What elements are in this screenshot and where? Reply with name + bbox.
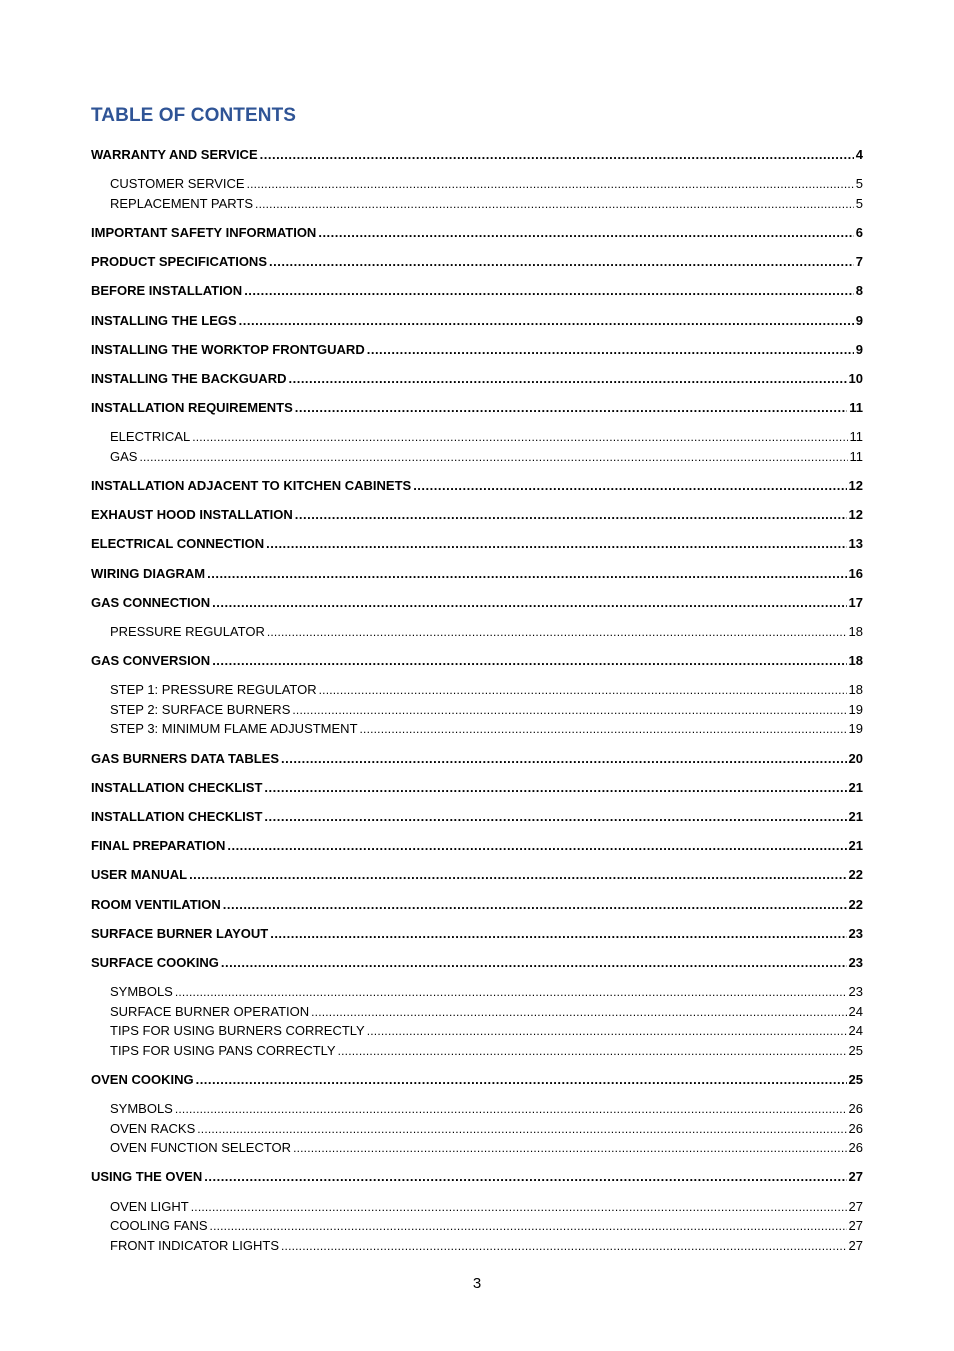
toc-subentry[interactable] — [110, 428, 863, 446]
toc-entry-label: FRONT INDICATOR LIGHTS — [110, 1237, 280, 1253]
toc-dot-leader — [139, 448, 847, 466]
toc-entry[interactable] — [91, 808, 863, 826]
toc-entry[interactable] — [91, 146, 863, 164]
toc-entry-label: INSTALLATION CHECKLIST — [91, 809, 263, 824]
toc-dot-leader — [175, 983, 847, 1001]
toc-entry-page: 21 — [848, 809, 863, 824]
toc-dot-leader — [239, 312, 854, 330]
toc-entry-page: 24 — [848, 1023, 863, 1039]
toc-entry-page: 18 — [848, 653, 863, 669]
toc-entry-page: 11 — [849, 400, 863, 416]
toc-entry-label: ROOM VENTILATION — [91, 896, 221, 912]
toc-entry-page: 21 — [848, 838, 863, 854]
toc-entry-label: TIPS FOR USING BURNERS CORRECTLY — [110, 1023, 365, 1039]
toc-subentry[interactable] — [110, 1022, 863, 1040]
toc-dot-leader — [247, 175, 854, 193]
toc-entry[interactable] — [91, 282, 863, 300]
toc-entry[interactable] — [91, 535, 863, 553]
toc-entry[interactable] — [91, 370, 863, 388]
toc-subentry[interactable] — [110, 175, 863, 193]
toc-entry-label: EXHAUST HOOD INSTALLATION — [91, 507, 293, 523]
toc-entry[interactable] — [91, 779, 863, 797]
toc-entry-label: SURFACE BURNER LAYOUT — [91, 925, 269, 941]
toc-entry-page: 26 — [848, 1120, 863, 1136]
toc-dot-leader — [260, 146, 854, 164]
toc-entry[interactable] — [91, 866, 863, 884]
toc-dot-leader — [175, 1100, 847, 1118]
toc-entry-page: 24 — [848, 1003, 863, 1019]
toc-entry[interactable] — [91, 506, 863, 524]
toc-dot-leader — [212, 594, 846, 612]
toc-subentry[interactable] — [110, 1120, 863, 1138]
toc-entry-page: 7 — [855, 254, 863, 270]
toc-dot-leader — [267, 623, 847, 641]
toc-dot-leader — [191, 1198, 847, 1216]
page-title: TABLE OF CONTENTS — [91, 105, 297, 126]
toc-entry-page: 23 — [848, 955, 863, 970]
toc-entry-label: SURFACE BURNER OPERATION — [110, 1003, 310, 1019]
toc-dot-leader — [204, 1168, 846, 1186]
toc-dot-leader — [270, 925, 846, 943]
toc-dot-leader — [269, 253, 854, 271]
toc-dot-leader — [293, 1139, 846, 1157]
toc-entry-page: 11 — [849, 429, 863, 445]
toc-entry-label: WIRING DIAGRAM — [91, 565, 206, 581]
toc-entry-label: GAS — [110, 448, 138, 464]
toc-dot-leader — [318, 224, 853, 242]
toc-entry-page: 8 — [855, 283, 863, 299]
toc-subentry[interactable] — [110, 1237, 863, 1255]
toc-entry[interactable] — [91, 341, 863, 359]
toc-subentry[interactable] — [110, 1100, 863, 1118]
toc-dot-leader — [319, 681, 847, 699]
toc-subentry[interactable] — [110, 701, 863, 719]
toc-entry-label: INSTALLING THE WORKTOP FRONTGUARD — [91, 341, 365, 357]
toc-dot-leader — [210, 1217, 847, 1235]
toc-dot-leader — [264, 808, 846, 826]
toc-entry-label: INSTALLATION CHECKLIST — [91, 779, 263, 795]
toc-entry-page: 16 — [848, 565, 863, 581]
toc-entry-label: GAS BURNERS DATA TABLES — [91, 750, 280, 766]
toc-entry-label: SYMBOLS — [110, 1101, 173, 1117]
toc-entry-page: 17 — [848, 594, 863, 610]
toc-entry-page: 13 — [848, 536, 863, 552]
toc-entry[interactable] — [91, 1168, 863, 1186]
toc-entry-label: INSTALLING THE LEGS — [91, 312, 237, 328]
toc-entry-page: 21 — [848, 779, 863, 795]
toc-subentry[interactable] — [110, 983, 863, 1001]
toc-dot-leader — [295, 399, 848, 417]
toc-entry-page: 12 — [848, 507, 863, 523]
toc-entry-page: 19 — [848, 701, 863, 717]
toc-entry-label: WARRANTY AND SERVICE — [91, 147, 258, 162]
toc-entry-label: PRODUCT SPECIFICATIONS — [91, 254, 267, 270]
toc-dot-leader — [413, 477, 846, 495]
toc-dot-leader — [367, 341, 854, 359]
toc-entry[interactable] — [91, 750, 863, 768]
toc-entry-page: 10 — [848, 370, 863, 386]
toc-entry-page: 19 — [848, 721, 863, 737]
toc-entry[interactable] — [91, 224, 863, 242]
toc-entry-label: SYMBOLS — [110, 984, 173, 1000]
toc-subentry[interactable] — [110, 623, 863, 641]
toc-entry-page: 5 — [855, 195, 863, 211]
toc-dot-leader — [288, 370, 846, 388]
toc-dot-leader — [281, 750, 847, 768]
toc-entry-label: USING THE OVEN — [91, 1169, 203, 1185]
toc-dot-leader — [338, 1042, 847, 1060]
toc-entry-label: PRESSURE REGULATOR — [110, 624, 265, 639]
toc-entry-page: 18 — [848, 624, 863, 639]
toc-entry-page: 12 — [848, 478, 863, 493]
toc-subentry[interactable] — [110, 195, 863, 213]
toc-entry-label: ELECTRICAL CONNECTION — [91, 536, 265, 552]
toc-subentry[interactable] — [110, 1003, 863, 1021]
toc-entry-label: GAS CONNECTION — [91, 594, 211, 610]
toc-entry-page: 26 — [848, 1140, 863, 1156]
toc-entry-page: 22 — [848, 867, 863, 883]
toc-entry-label: TIPS FOR USING PANS CORRECTLY — [110, 1042, 336, 1058]
toc-entry-page: 23 — [848, 925, 863, 941]
toc-dot-leader — [264, 779, 846, 797]
toc-entry[interactable] — [91, 954, 863, 972]
toc-entry[interactable] — [91, 594, 863, 612]
toc-dot-leader — [197, 1120, 846, 1138]
toc-entry-label: STEP 2: SURFACE BURNERS — [110, 701, 291, 717]
toc-entry-label: ELECTRICAL — [110, 429, 191, 445]
toc-entry-label: INSTALLATION ADJACENT TO KITCHEN CABINETS — [91, 478, 412, 493]
toc-entry-label: USER MANUAL — [91, 867, 188, 883]
toc-entry-page: 25 — [848, 1042, 863, 1058]
toc-entry-label: STEP 1: PRESSURE REGULATOR — [110, 682, 317, 698]
toc-entry-page: 11 — [849, 448, 863, 464]
toc-dot-leader — [207, 565, 846, 583]
toc-entry-label: FINAL PREPARATION — [91, 838, 226, 854]
toc-entry-page: 22 — [848, 896, 863, 912]
toc-entry-page: 27 — [848, 1218, 863, 1233]
toc-entry-page: 9 — [855, 341, 863, 357]
toc-subentry[interactable] — [110, 1139, 863, 1157]
toc-subentry[interactable] — [110, 448, 863, 466]
toc-entry-page: 20 — [848, 750, 863, 766]
toc-entry-label: SURFACE COOKING — [91, 955, 219, 970]
toc-entry-page: 18 — [848, 682, 863, 698]
toc-entry-page: 27 — [848, 1237, 863, 1253]
toc-dot-leader — [295, 506, 847, 524]
toc-entry-page: 25 — [848, 1071, 863, 1087]
toc-entry-page: 26 — [848, 1101, 863, 1117]
toc-dot-leader — [360, 720, 847, 738]
toc-entry-label: COOLING FANS — [110, 1218, 208, 1233]
toc-dot-leader — [189, 866, 846, 884]
toc-entry-page: 27 — [848, 1198, 863, 1214]
toc-entry-label: INSTALLING THE BACKGUARD — [91, 370, 287, 386]
toc-entry-label: STEP 3: MINIMUM FLAME ADJUSTMENT — [110, 721, 358, 737]
toc-dot-leader — [212, 652, 846, 670]
toc-entry-label: GAS CONVERSION — [91, 653, 211, 669]
toc-dot-leader — [227, 837, 846, 855]
toc-entry-page: 27 — [848, 1169, 863, 1185]
toc-entry-label: REPLACEMENT PARTS — [110, 195, 254, 211]
toc-dot-leader — [266, 535, 846, 553]
toc-entry-label: IMPORTANT SAFETY INFORMATION — [91, 224, 317, 240]
toc-dot-leader — [292, 701, 846, 719]
toc-entry-label: OVEN LIGHT — [110, 1198, 189, 1214]
toc-dot-leader — [244, 282, 854, 300]
toc-subentry[interactable] — [110, 720, 863, 738]
toc-entry[interactable] — [91, 652, 863, 670]
toc-entry[interactable] — [91, 399, 863, 417]
toc-entry[interactable] — [91, 896, 863, 914]
toc-dot-leader — [223, 896, 847, 914]
toc-entry-page: 9 — [855, 312, 863, 328]
toc-dot-leader — [281, 1237, 847, 1255]
toc-entry-label: OVEN COOKING — [91, 1071, 194, 1087]
toc-entry-page: 23 — [848, 984, 863, 1000]
toc-subentry[interactable] — [110, 681, 863, 699]
toc-entry[interactable] — [91, 1071, 863, 1089]
toc-subentry[interactable] — [110, 1042, 863, 1060]
toc-dot-leader — [196, 1071, 847, 1089]
toc-entry[interactable] — [91, 312, 863, 330]
toc-dot-leader — [311, 1003, 846, 1021]
toc-entry[interactable] — [91, 253, 863, 271]
toc-entry-label: CUSTOMER SERVICE — [110, 176, 245, 192]
toc-entry-label: INSTALLATION REQUIREMENTS — [91, 400, 293, 416]
toc-entry-page: 4 — [855, 147, 863, 162]
toc-entry-label: BEFORE INSTALLATION — [91, 283, 243, 299]
toc-entry[interactable] — [91, 837, 863, 855]
toc-entry[interactable] — [91, 565, 863, 583]
toc-entry-label: OVEN RACKS — [110, 1120, 196, 1136]
toc-entry[interactable] — [91, 477, 863, 495]
toc-dot-leader — [367, 1022, 847, 1040]
toc-entry-page: 5 — [855, 176, 863, 192]
toc-dot-leader — [192, 428, 847, 446]
toc-dot-leader — [221, 954, 847, 972]
toc-dot-leader — [255, 195, 854, 213]
page-number: 3 — [472, 1275, 482, 1292]
toc-subentry[interactable] — [110, 1198, 863, 1216]
toc-entry[interactable] — [91, 925, 863, 943]
toc-entry-label: OVEN FUNCTION SELECTOR — [110, 1140, 292, 1156]
toc-entry-page: 6 — [855, 224, 863, 240]
toc-subentry[interactable] — [110, 1217, 863, 1235]
